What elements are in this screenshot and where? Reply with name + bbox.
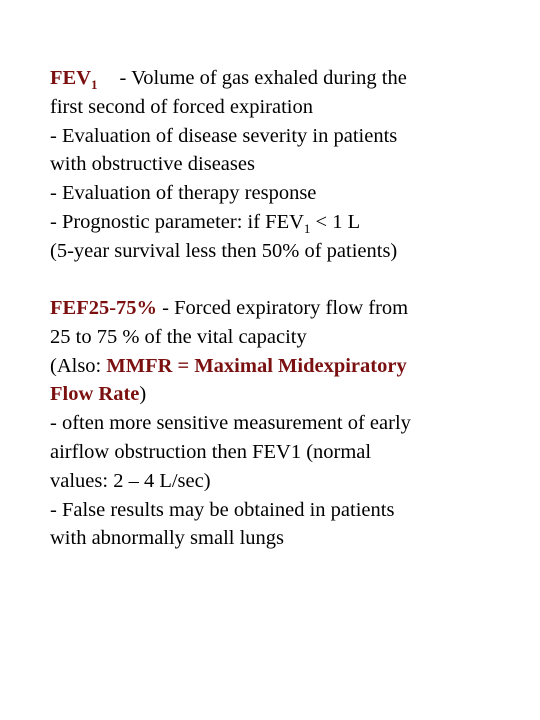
fef-term: FEF25-75% bbox=[50, 297, 158, 319]
fev1-line: with obstructive diseases bbox=[50, 153, 255, 176]
fef-also-line-2: Flow Rate) bbox=[50, 383, 147, 406]
fev1-survival-line: (5-year survival less then 50% of patients) bbox=[50, 239, 398, 262]
fef-also-line: (Also: MMFR = Maximal Midexpiratory bbox=[50, 354, 407, 377]
fef-definition: - Forced expiratory flow from bbox=[157, 297, 409, 319]
fev1-line: - Evaluation of therapy response bbox=[50, 182, 317, 205]
fef-line: with abnormally small lungs bbox=[50, 527, 285, 550]
fev1-section bbox=[50, 64, 530, 266]
fef-line: - False results may be obtained in patients bbox=[50, 498, 395, 521]
fef-line: airflow obstruction then FEV1 (normal bbox=[50, 440, 372, 463]
fev1-heading-line bbox=[50, 64, 530, 93]
fef-line: - often more sensitive measurement of early bbox=[50, 412, 411, 435]
fef-line: values: 2 – 4 L/sec) bbox=[50, 469, 211, 492]
fev1-term-subscript: 1 bbox=[91, 77, 98, 92]
fef-line: 25 to 75 % of the vital capacity bbox=[50, 325, 307, 348]
mmfr-term-continued: Flow Rate bbox=[50, 383, 140, 406]
fev1-definition: - Volume of gas exhaled during the bbox=[119, 67, 407, 89]
fev1-line: first second of forced expiration bbox=[50, 95, 313, 118]
fef-section bbox=[50, 294, 530, 553]
fef-heading-line bbox=[50, 294, 530, 323]
fev1-prognostic-line: - Prognostic parameter: if $FEV_1 < 1$ L bbox=[50, 210, 361, 236]
fev1-term: $FEV_1$ bbox=[50, 67, 98, 92]
fev1-line: - Evaluation of disease severity in patients bbox=[50, 124, 398, 147]
mmfr-term: MMFR = Maximal Midexpiratory bbox=[106, 354, 407, 377]
fev1-prognostic-subscript: 1 bbox=[303, 220, 311, 236]
